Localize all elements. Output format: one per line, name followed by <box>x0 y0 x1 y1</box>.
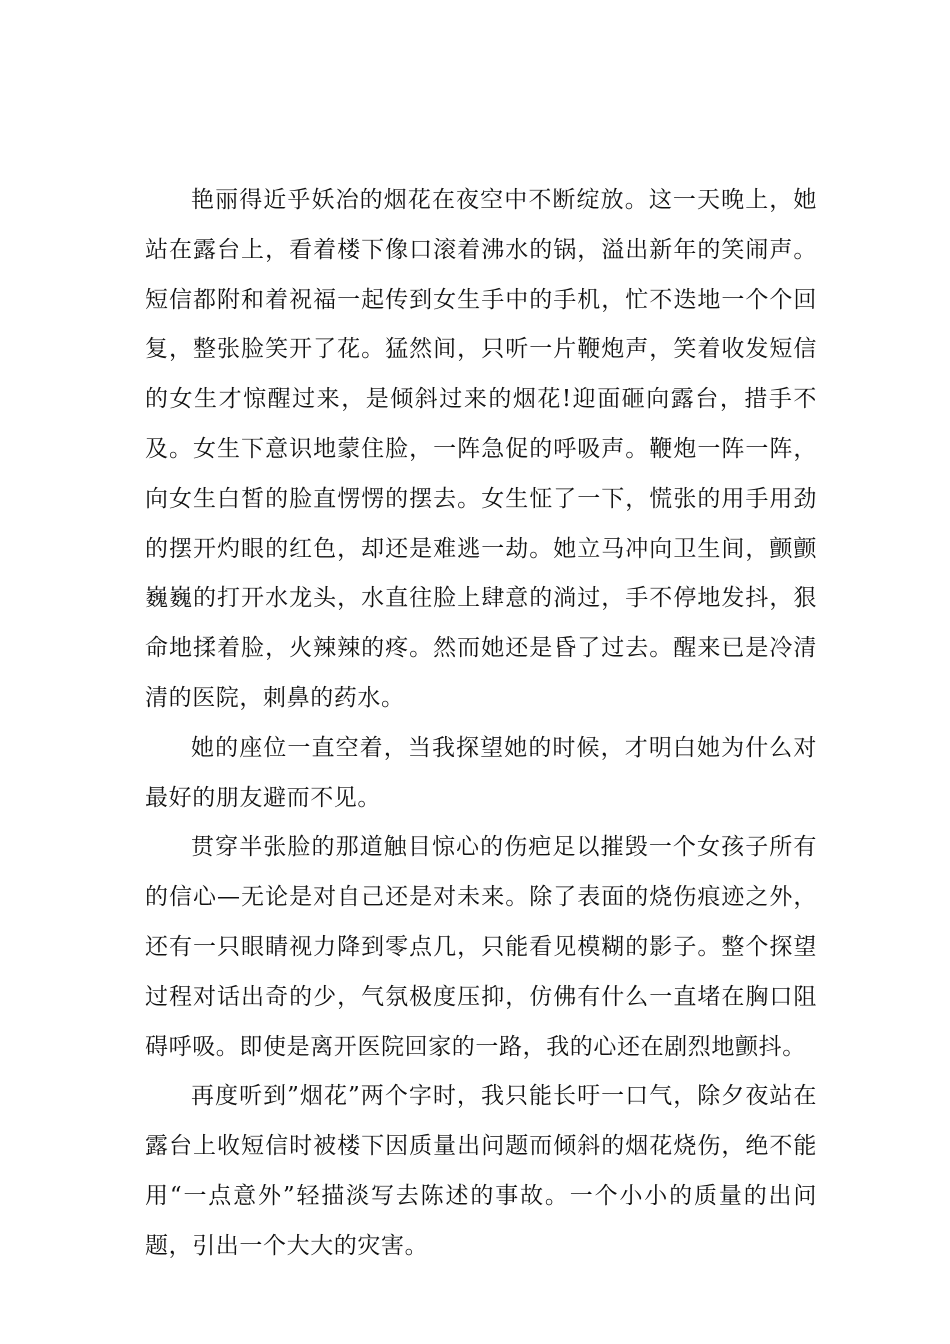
paragraph-4: 再度听到”烟花”两个字时，我只能长吁一口气，除夕夜站在露台上收短信时被楼下因质量出问题而倾斜的烟花烧伤，绝不能用“一点意外”轻描淡写去陈述的事故。一个小小的质量的出问题，引出一个大大的灾害。 <box>145 1083 817 1259</box>
paragraph-3: 贯穿半张脸的那道触目惊心的伤疤足以摧毁一个女孩子所有的信心—无论是对自己还是对未来。除了表面的烧伤痕迹之外，还有一只眼睛视力降到零点几，只能看见模糊的影子。整个探望过程对话出奇的少，气氛极度压抑，仿佛有什么一直堵在胸口阻碍呼吸。即使是离开医院回家的一路，我的心还在剧烈地颤抖。 <box>145 834 817 1060</box>
document-body <box>145 176 817 1272</box>
paragraph-1: 艳丽得近乎妖冶的烟花在夜空中不断绽放。这一天晚上，她站在露台上，看着楼下像口滚着沸水的锅，溢出新年的笑闹声。短信都附和着祝福一起传到女生手中的手机，忙不迭地一个个回复，整张脸笑开了花。猛然间，只听一片鞭炮声，笑着收发短信的女生才惊醒过来，是倾斜过来的烟花!迎面砸向露台，措手不及。女生下意识地蒙住脸，一阵急促的呼吸声。鞭炮一阵一阵，向女生白皙的脸直愣愣的摆去。女生怔了一下，慌张的用手用劲的摆开灼眼的红色，却还是难逃一劫。她立马冲向卫生间，颤颤巍巍的打开水龙头，水直往脸上肆意的淌过，手不停地发抖，狠命地揉着脸，火辣辣的疼。然而她还是昏了过去。醒来已是冷清清的医院，刺鼻的药水。 <box>145 187 817 711</box>
paragraph-2: 她的座位一直空着，当我探望她的时候，才明白她为什么对最好的朋友避而不见。 <box>145 734 817 811</box>
